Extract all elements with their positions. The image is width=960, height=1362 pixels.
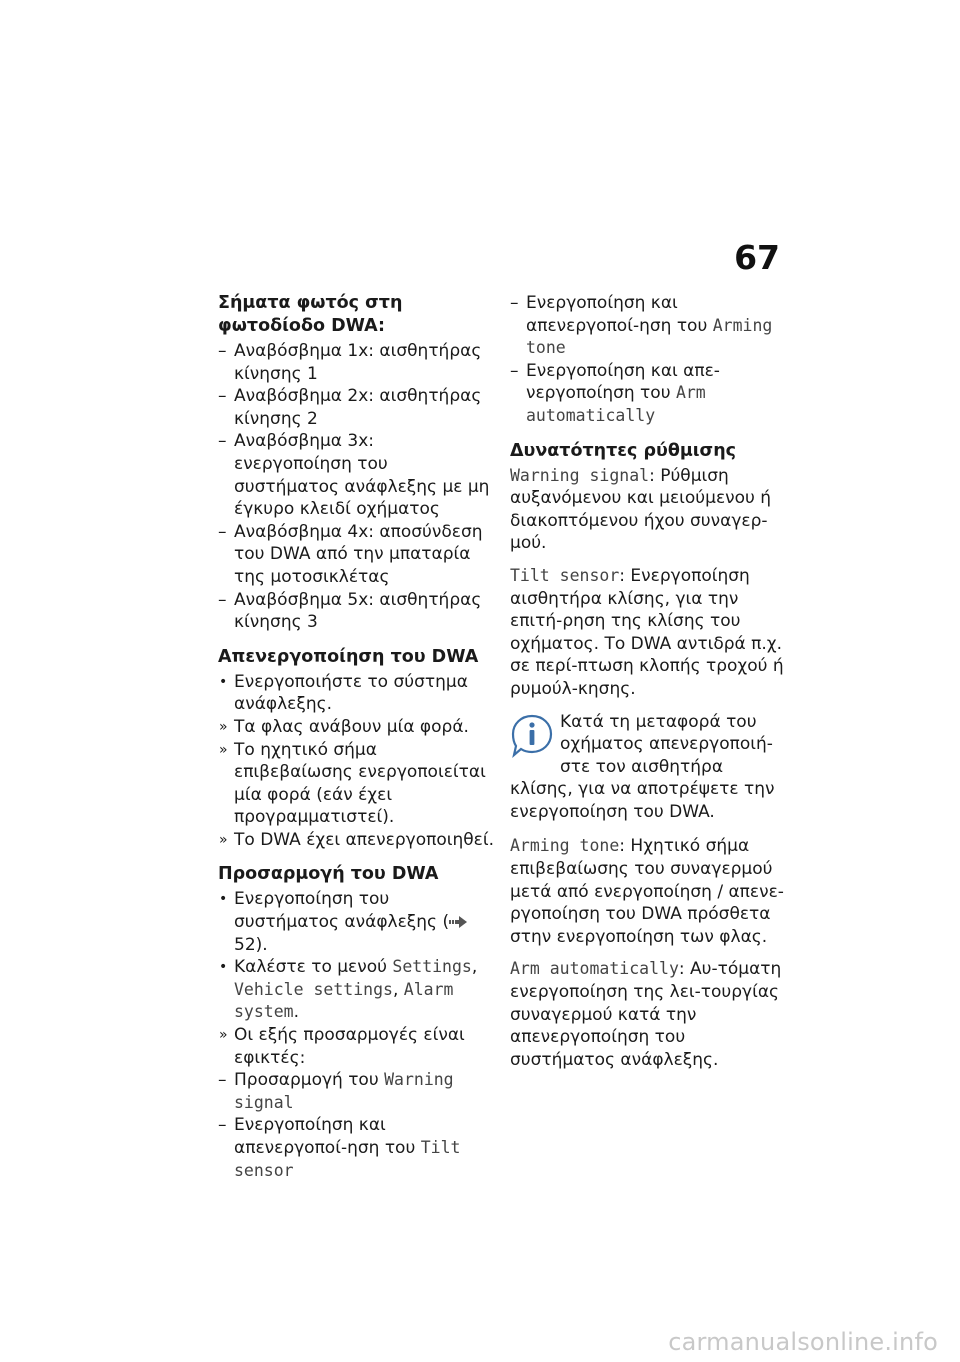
dash-marker: – — [510, 360, 519, 381]
action-item — [218, 956, 496, 1024]
result-item — [218, 739, 496, 829]
right-column — [510, 292, 788, 1081]
action-text: Ενεργοποιήστε το σύστημα ανάφλεξης. — [234, 671, 468, 715]
section-title-settings: Δυνατότητες ρύθμισης — [510, 440, 737, 461]
list-item-text: Προσαρμογή του — [234, 1070, 385, 1091]
watermark: carmanualsonline.info — [668, 1328, 938, 1356]
list-item — [218, 430, 496, 520]
setting-name: Tilt sensor — [510, 565, 620, 585]
title-line-2: φωτοδίοδο DWA: — [218, 316, 386, 336]
result-marker: » — [219, 831, 228, 848]
page-reference[interactable]: 52). — [234, 934, 268, 955]
dash-marker: – — [218, 341, 227, 361]
result-item — [218, 716, 496, 739]
list-item-text: Ενεργοποίηση και απε-νεργοποίηση του — [526, 360, 720, 404]
info-note — [510, 711, 788, 824]
result-item — [218, 1024, 496, 1069]
bullet-marker: • — [219, 959, 228, 976]
note-text: Κατά τη μεταφορά του οχήματος απενεργοποιή-στε τον αισθητήρα κλίσης, για να αποτρέψετε την ενεργοποίηση του DWA. — [510, 711, 775, 822]
dash-marker: – — [218, 431, 227, 452]
list-item-text: Αναβόσβημα 1x: αισθητήρας κίνησης 1 — [234, 341, 482, 384]
result-marker: » — [219, 741, 228, 758]
menu-vehicle-settings: Vehicle settings — [234, 979, 393, 999]
menu-arming-tone: Arming tone — [526, 315, 773, 358]
setting-description: : Ενεργοποίηση αισθητήρα κλίσης, για την επιτή-ρηση της κλίσης του οχήματος. Το DWA αντιδρά π.χ. σε περί-πτωση κλοπής τροχού ή ρυμούλ-κησης. — [510, 565, 784, 699]
section-title-light-signals — [218, 292, 496, 338]
list-item-text: Αναβόσβημα 3x: ενεργοποίηση του συστήματος ανάφλεξης με μη έγκυρο κλειδί οχήματος — [234, 431, 490, 520]
list-item — [510, 292, 788, 360]
setting-arming-tone — [510, 835, 788, 948]
list-item-text: Αναβόσβημα 5x: αισθητήρας κίνησης 3 — [234, 589, 482, 633]
action-text: Ενεργοποίηση του συστήματος ανάφλεξης ( — [234, 889, 450, 933]
setting-arm-automatically — [510, 958, 788, 1071]
bullet-marker: • — [219, 891, 228, 908]
dash-marker: – — [218, 1070, 227, 1091]
list-item — [218, 340, 496, 385]
result-marker: » — [219, 718, 228, 735]
action-item — [218, 888, 496, 956]
list-item — [218, 589, 496, 634]
action-item — [218, 671, 496, 716]
result-text: Οι εξής προσαρμογές είναι εφικτές: — [234, 1025, 465, 1068]
page-reference-arrow-icon — [449, 916, 467, 928]
setting-name: Arm automatically — [510, 959, 679, 979]
menu-settings: Settings — [392, 957, 472, 977]
period: . — [293, 1002, 300, 1023]
dash-marker: – — [510, 293, 519, 313]
setting-description: : Ρύθμιση αυξανόμενου και μειούμενου ή διακοπτόμενου ήχου συναγερ-μού. — [510, 465, 772, 554]
list-item-text: Ενεργοποίηση και απενεργοποί-ηση του — [526, 293, 713, 336]
page-number: 67 — [734, 238, 780, 277]
list-item-text: Ενεργοποίηση και απενεργοποί-ηση του — [234, 1115, 421, 1158]
list-item — [218, 385, 496, 430]
menu-tilt-sensor: Tilt sensor — [234, 1138, 461, 1180]
result-item — [218, 829, 496, 852]
menu-alarm-system: Alarm system — [234, 979, 454, 1022]
setting-description: : Αυ-τόματη ενεργοποίηση της λει-τουργίας συναγερμού κατά την απενεργοποίηση του συστήματος ανάφλεξης. — [510, 959, 782, 1070]
action-text: Καλέστε το μενού — [234, 957, 393, 978]
title-line-1: Σήματα φωτός στη — [218, 293, 403, 313]
list-item-text: Αναβόσβημα 2x: αισθητήρας κίνησης 2 — [234, 386, 482, 429]
result-text: Τα φλας ανάβουν μία φορά. — [234, 716, 469, 737]
list-item — [510, 360, 788, 428]
list-item — [218, 1069, 496, 1114]
left-column — [218, 292, 496, 1182]
setting-name: Arming tone — [510, 836, 620, 856]
setting-tilt-sensor — [510, 565, 788, 701]
setting-name: Warning signal — [510, 465, 650, 485]
dash-marker: – — [218, 1115, 227, 1136]
result-text: Το DWA έχει απενεργοποιηθεί. — [234, 829, 495, 850]
section-title-adjust: Προσαρμογή του DWA — [218, 864, 439, 885]
dash-marker: – — [218, 386, 227, 407]
section-title-deactivate: Απενεργοποίηση του DWA — [218, 646, 479, 667]
separator: , — [471, 957, 478, 978]
dash-marker: – — [218, 521, 227, 542]
menu-arm-automatically: Arm automatically — [526, 383, 706, 425]
list-item — [218, 1114, 496, 1182]
list-item-text: Αναβόσβημα 4x: αποσύνδεση του DWA από την μπαταρία της μοτοσικλέτας — [234, 521, 483, 587]
list-item — [218, 521, 496, 589]
menu-warning-signal: Warning signal — [234, 1070, 454, 1112]
separator: , — [392, 979, 404, 1000]
setting-warning-signal — [510, 465, 788, 555]
dash-marker: – — [218, 589, 227, 610]
result-marker: » — [219, 1027, 228, 1044]
bullet-marker: • — [219, 673, 228, 690]
setting-description: : Ηχητικό σήμα επιβεβαίωσης του συναγερμού μετά από ενεργοποίηση / απενε-ργοποίηση του DWA πρόσθετα στην ενεργοποίηση των φλας. — [510, 836, 784, 947]
result-text: Το ηχητικό σήμα επιβεβαίωσης ενεργοποιείται μία φορά (εάν έχει προγραμματιστεί). — [234, 739, 486, 828]
info-note-icon — [510, 713, 554, 759]
